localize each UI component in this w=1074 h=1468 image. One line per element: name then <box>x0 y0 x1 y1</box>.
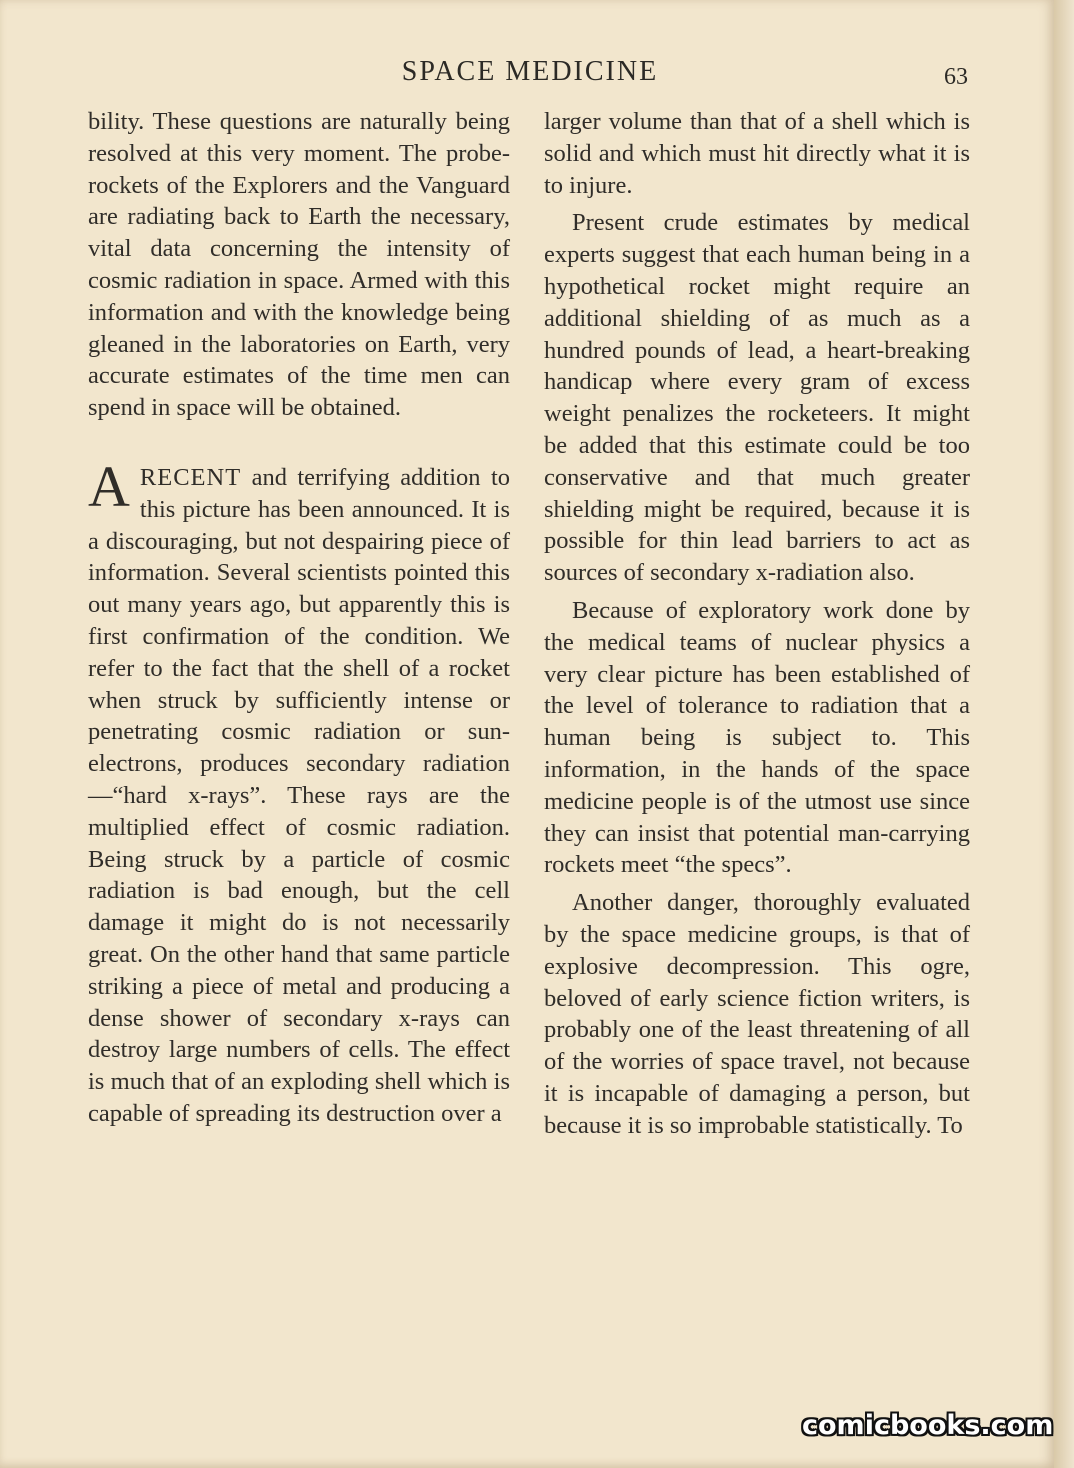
right-paragraph-1: larger volume than that of a shell which is solid and which must hit directly what it is to injure. <box>544 108 970 199</box>
left-text-column <box>88 106 510 1130</box>
right-text-column <box>544 106 970 1142</box>
page-number: 63 <box>944 64 968 90</box>
right-paragraph-3: Because of exploratory work done by the medical teams of nuclear physics a very clear picture has been established of the level of tolerance to radiation that a human being is subject to. This information, in the hands of the space medicine people is of the utmost use since they can insist that potential man-carrying rockets meet “the specs”. <box>544 596 970 879</box>
running-header-title: SPACE MEDICINE <box>401 56 659 87</box>
lead-word: RECENT <box>139 463 242 491</box>
drop-cap: A <box>88 453 130 519</box>
watermark-logo: comicbooks.com <box>802 1410 1054 1441</box>
right-paragraph-2: Present crude estimates by medical experts suggest that each human being in a hypothetical rocket might require an additional shielding of as much as a hundred pounds of lead, a heart-breaking handicap where every gram of excess weight penalizes the rocketeers. It might be added that this estimate could be too conservative and that much greater shielding might be required, because it is possible for thin lead barriers to act as sources of secondary x-radiation also. <box>544 209 970 587</box>
page-edge <box>1054 0 1074 1468</box>
paragraph-body: and terrifying addition to this picture has been announced. It is a discouraging, but not despairing piece of information. Several scientists pointed this out many years ago, but apparently this is first confirmation of the condition. We refer to the fact that the shell of a rocket when struck by sufficiently intense or penetrating cosmic radiation or sun-electrons, produces secondary radiation —“hard x-rays”. These rays are the multiplied effect of cosmic radiation. Being struck by a particle of cosmic radiation is bad enough, but the cell damage it might do is not necessarily great. On the other hand that same particle striking a piece of metal and producing a dense shower of secondary x-rays can destroy large numbers of cells. The effect is much that of an exploding shell which is capable of spreading its destruction over a <box>88 463 510 1127</box>
left-paragraph-2 <box>88 453 510 1130</box>
right-paragraph-4: Another danger, thoroughly evaluated by the space medicine groups, is that of explosive decompression. This ogre, beloved of early science fiction writers, is probably one of the least threatening of all of the worries of space travel, not because it is incapable of damaging a person, but because it is so improbable statistically. To <box>544 889 970 1139</box>
section-break <box>88 424 510 462</box>
left-paragraph-1: bility. These questions are naturally being resolved at this very moment. The probe-rockets of the Explorers and the Vanguard are radiating back to Earth the necessary, vital data concerning the intensity of cosmic radiation in space. Armed with this information and with the knowledge being gleaned in the laboratories on Earth, very accurate estimates of the time men can spend in space will be obtained. <box>88 108 510 422</box>
